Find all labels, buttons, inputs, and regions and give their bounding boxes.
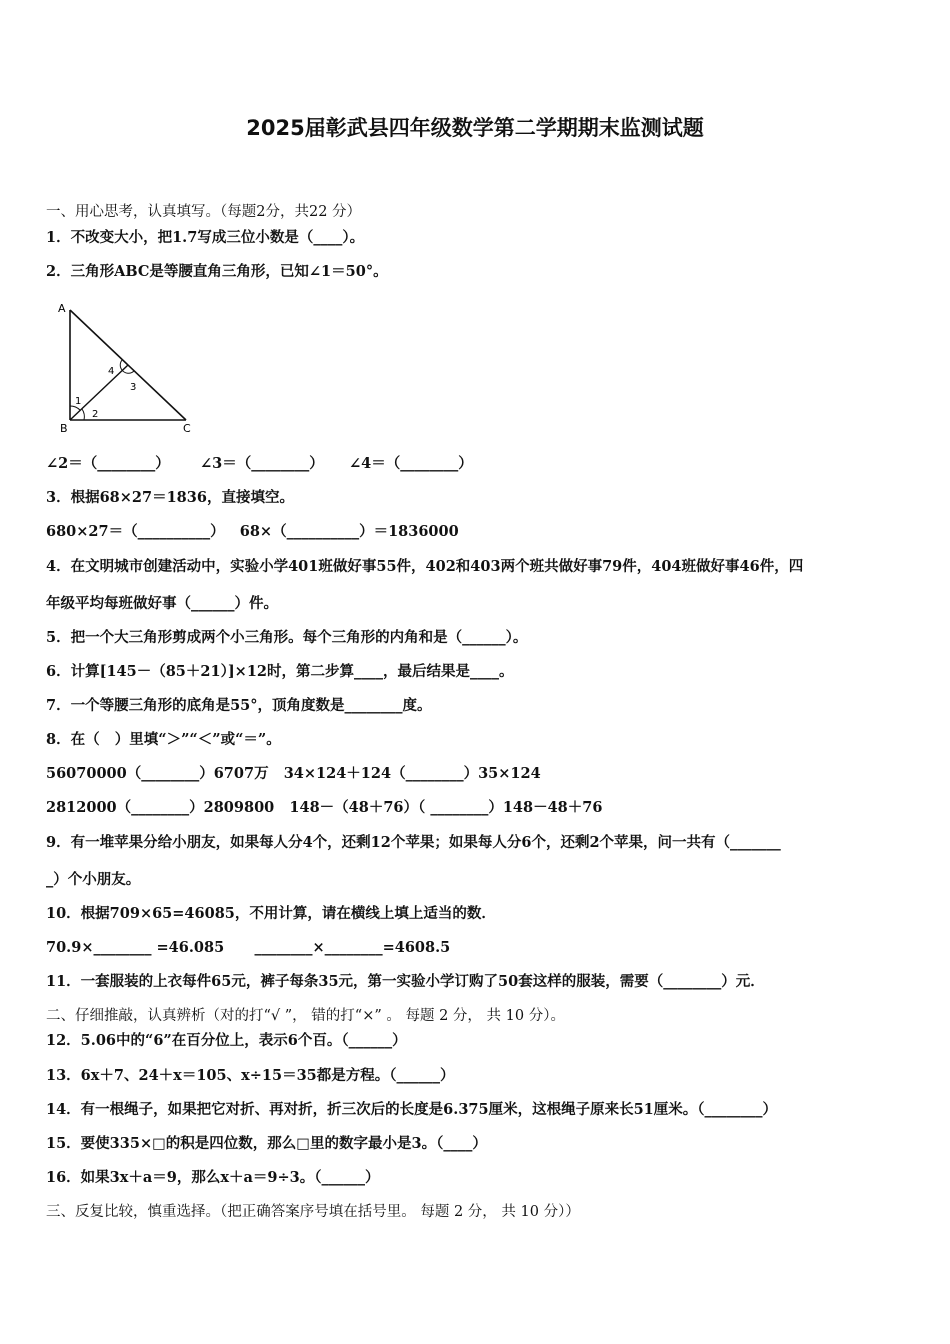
question-16: 16．如果3x＋a＝9，那么x＋a＝9÷3。（______） <box>46 1169 380 1186</box>
label-angle-4: 4 <box>108 366 115 377</box>
question-8-row-2: 2812000（________）2809800 148－（48＋76）（ ________）148－48＋76 <box>46 799 603 816</box>
section-3-heading: 三、反复比较，慎重选择。（把正确答案序号填在括号里。 每题 2 分， 共 10 分）） <box>46 1204 580 1220</box>
question-9: 9．有一堆苹果分给小朋友，如果每人分4个，还剩12个苹果；如果每人分6个，还剩2个苹果，问一共有（_______ <box>46 834 781 851</box>
label-c: C <box>183 422 191 435</box>
arc-angle-4 <box>120 360 122 370</box>
question-5: 5．把一个大三角形剪成两个小三角形。每个三角形的内角和是（______）。 <box>46 629 528 646</box>
question-4-continued: 年级平均每班做好事（______）件。 <box>46 595 278 612</box>
question-14: 14．有一根绳子，如果把它对折、再对折，折三次后的长度是6.375厘米，这根绳子原来长51厘米。（________） <box>46 1101 778 1118</box>
question-11: 11．一套服装的上衣每件65元，裤子每条35元，第一实验小学订购了50套这样的服装，需要（________）元． <box>46 973 765 990</box>
question-4: 4．在文明城市创建活动中，实验小学401班做好事55件，402和403两个班共做好事79件，404班做好事46件，四 <box>46 558 804 575</box>
arc-angle-3 <box>122 370 134 373</box>
question-15: 15．要使335×□的积是四位数，那么□里的数字最小是3。（____） <box>46 1135 487 1152</box>
question-6: 6．计算[145－（85＋21）]×12时，第二步算____，最后结果是____。 <box>46 663 514 680</box>
question-12: 12．5.06中的“6”在百分位上，表示6个百。（______） <box>46 1032 407 1049</box>
question-3: 3．根据68×27＝1836，直接填空。 <box>46 489 294 506</box>
question-1: 1．不改变大小，把1.7写成三位小数是（____）。 <box>46 229 365 246</box>
triangle-figure <box>56 300 196 436</box>
arc-angle-2 <box>82 409 84 420</box>
section-1-heading: 一、用心思考，认真填写。（每题2分，共22 分） <box>46 204 362 220</box>
question-2-answers: ∠2＝（________） ∠3＝（________） ∠4＝（________） <box>46 455 473 472</box>
question-13: 13．6x＋7、24＋x＝105、x÷15＝35都是方程。（______） <box>46 1067 455 1084</box>
question-9-continued: _）个小朋友。 <box>46 871 141 888</box>
question-3-answers: 680×27＝（__________） 68×（__________）＝1836000 <box>46 523 459 540</box>
question-10-answers: 70.9×________ =46.085 ________×________=4608.5 <box>46 939 451 956</box>
label-angle-2: 2 <box>92 409 99 420</box>
page-title: 2025届彰武县四年级数学第二学期期末监测试题 <box>246 116 704 140</box>
question-10: 10．根据709×65=46085，不用计算，请在横线上填上适当的数． <box>46 905 496 922</box>
label-a: A <box>58 302 66 315</box>
section-2-heading: 二、仔细推敲，认真辨析（对的打“√ ”， 错的打“×” 。 每题 2 分， 共 10 分）。 <box>46 1008 565 1024</box>
question-8-row-1: 56070000（________）6707万 34×124＋124（________）35×124 <box>46 765 541 782</box>
question-7: 7．一个等腰三角形的底角是55°，顶角度数是________度。 <box>46 697 432 714</box>
question-8: 8．在（ ）里填“＞”“＜”或“＝”。 <box>46 731 281 748</box>
label-angle-3: 3 <box>130 382 137 393</box>
segment-bd <box>70 365 128 420</box>
question-2: 2．三角形ABC是等腰直角三角形，已知∠1＝50°。 <box>46 263 388 280</box>
label-b: B <box>60 422 68 435</box>
label-angle-1: 1 <box>75 396 82 407</box>
